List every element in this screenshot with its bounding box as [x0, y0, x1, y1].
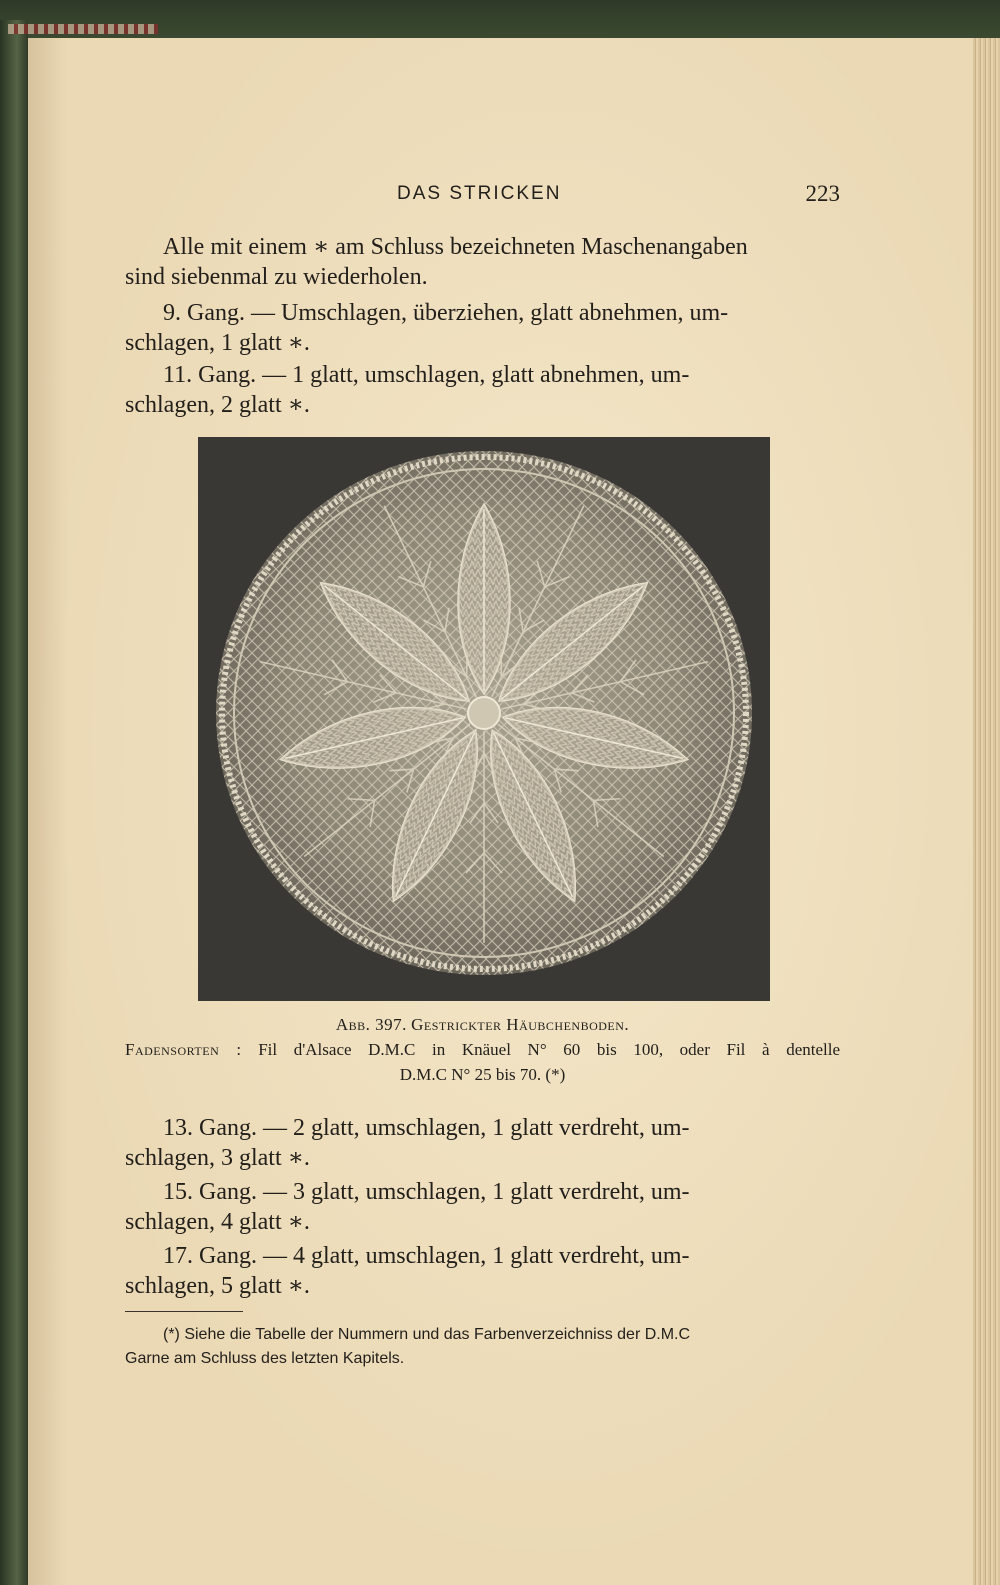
materials-text-1: Fil d'Alsace D.M.C in Knäuel N° 60 bis 100, oder Fil à dentelle [258, 1040, 840, 1059]
instruction-row-13 [125, 1113, 840, 1173]
footnote-line-1: (*) Siehe die Tabelle der Nummern und das Farbenverzeichniss der D.M.C [163, 1326, 691, 1343]
chapter-title: DAS STRICKEN [397, 183, 562, 204]
row-line-2: schlagen, 1 glatt ∗. [125, 330, 310, 356]
intro-line-1: Alle mit einem ∗ am Schluss bezeichneten Maschenangaben [163, 234, 748, 260]
caption-title-line [125, 1012, 840, 1037]
instruction-row-17 [125, 1241, 840, 1301]
book-spine [0, 20, 28, 1585]
figure-caption [125, 1012, 840, 1087]
footnote-line-2: Garne am Schluss des letzten Kapitels. [125, 1350, 405, 1367]
footnote-divider [125, 1311, 243, 1312]
book-cover-top [0, 0, 1000, 40]
row-line-1: 15. Gang. — 3 glatt, umschlagen, 1 glatt verdreht, um- [163, 1179, 690, 1205]
materials-label: Fadensorten : [125, 1040, 242, 1059]
instruction-row-9 [125, 298, 840, 358]
doily [216, 451, 752, 975]
row-line-1: 17. Gang. — 4 glatt, umschlagen, 1 glatt verdreht, um- [163, 1243, 690, 1269]
materials-text-2: D.M.C N° 25 bis 70. (*) [399, 1065, 566, 1084]
row-line-1: 11. Gang. — 1 glatt, umschlagen, glatt abnehmen, um- [163, 362, 690, 388]
footnote [125, 1323, 840, 1371]
spine-binding-stitch [8, 24, 158, 34]
materials-line [125, 1037, 840, 1062]
row-line-2: schlagen, 5 glatt ∗. [125, 1273, 310, 1299]
knitted-cap-crown-illustration [198, 437, 770, 1001]
running-header [125, 183, 840, 213]
page-edges [973, 38, 1000, 1585]
instruction-row-15 [125, 1177, 840, 1237]
doily-center [468, 697, 500, 729]
page-number: 223 [805, 181, 840, 206]
row-line-2: schlagen, 2 glatt ∗. [125, 392, 310, 418]
instruction-row-11 [125, 360, 840, 420]
row-line-1: 13. Gang. — 2 glatt, umschlagen, 1 glatt verdreht, um- [163, 1115, 690, 1141]
row-line-1: 9. Gang. — Umschlagen, überziehen, glatt abnehmen, um- [163, 300, 729, 326]
figure-label: Abb. 397. [335, 1015, 407, 1034]
row-line-2: schlagen, 4 glatt ∗. [125, 1209, 310, 1235]
intro-paragraph [125, 232, 840, 292]
intro-line-2: sind siebenmal zu wiederholen. [125, 264, 428, 290]
figure-title: Gestrickter Häubchenboden. [411, 1015, 630, 1034]
row-line-2: schlagen, 3 glatt ∗. [125, 1145, 310, 1171]
